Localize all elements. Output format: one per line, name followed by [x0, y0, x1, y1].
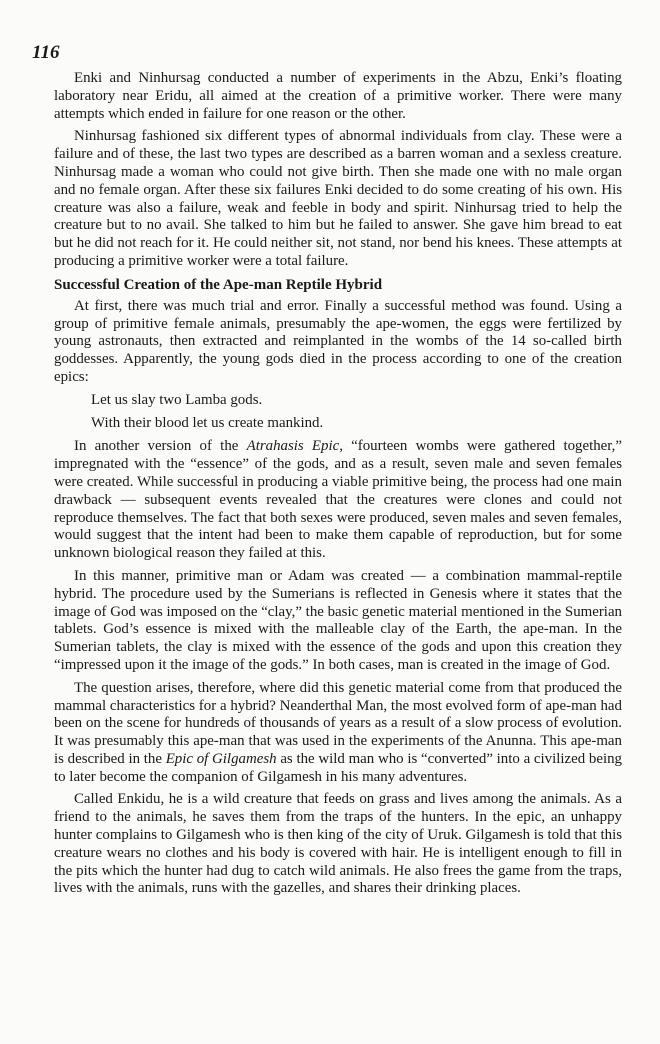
paragraph-7: Called Enkidu, he is a wild creature that feeds on grass and lives among the animals. As a friend to the animals, he saves them from the traps of the hunters. In the epic, an unhappy hunter complains to Gilgamesh who is then king of the city of Uruk. Gilgamesh is told that this creature wears no clothes and his body is covered with hair. He is intelligent enough to fill in the pits which the hunter had dug to catch wild animals. He also frees the game from the traps, lives with the animals, runs with the gazelles, and shares their drinking places.	[54, 791, 622, 897]
paragraph-6-text-a: The question arises, therefore, where did this genetic material come from that produced the mammal characteristics for a hybrid? Neanderthal Man, the most evolved form of ape-man had been on the scene for hundreds of thousands of years as a result of a slow process of evolution. It was presumably this ape-man that was used in the experiments of the Anunna. This ape-man is described in the	[54, 679, 622, 767]
page-body	[54, 70, 622, 903]
section-heading: Successful Creation of the Ape-man Reptile Hybrid	[54, 276, 383, 293]
paragraph-4-text-a: In another version of the	[74, 438, 247, 455]
paragraph-4	[54, 438, 622, 563]
paragraph-6	[54, 680, 622, 787]
paragraph-1: Enki and Ninhursag conducted a number of experiments in the Abzu, Enki’s floating laboratory near Eridu, all aimed at the creation of a primitive worker. There were many attempts which ended in failure for one reason or the other.	[54, 70, 622, 122]
paragraph-4-text-b: , “fourteen wombs were gathered together,” impregnated with the “essence” of the gods, and as a result, seven male and seven females were created. While successful in producing a viable primitive being, the process had one main drawback — subsequent events revealed that the creatures were clones and could not reproduce themselves. The fact that both sexes were produced, seven males and seven females, would suggest that the intent had been to make them capable of reproduction, but for some unknown biological reason they failed at this.	[54, 438, 622, 562]
gilgamesh-epic-title: Epic of Gilgamesh	[165, 750, 277, 767]
verse-quote	[91, 392, 622, 433]
atrahasis-epic-title: Atrahasis Epic	[246, 438, 340, 455]
page-number: 116	[32, 42, 60, 63]
paragraph-6-text-b: as the wild man who is “converted” into a civilized being to later become the companion of Gilgamesh in his many adventures.	[54, 750, 622, 785]
paragraph-3: At first, there was much trial and error. Finally a successful method was found. Using a group of primitive female animals, presumably the ape-women, the eggs were fertilized by young astronauts, then extracted and reimplanted in the wombs of the 14 so-called birth goddesses. Apparently, the young gods died in the process according to one of the creation epics:	[54, 297, 622, 385]
verse-line-1: Let us slay two Lamba gods.	[91, 391, 263, 408]
paragraph-5: In this manner, primitive man or Adam was created — a combination mammal-reptile hybrid. The procedure used by the Sumerians is reflected in Genesis where it states that the image of God was imposed on the “clay,” the basic genetic material mentioned in the Sumerian tablets. God’s essence is mixed with the malleable clay of the Earth, the ape-man. In the Sumerian tablets, the clay is mixed with the essence of the gods and upon this creation they “impressed upon it the image of the gods.” In both cases, man is created in the image of God.	[54, 567, 623, 673]
verse-line-2: With their blood let us create mankind.	[91, 414, 324, 431]
paragraph-2: Ninhursag fashioned six different types of abnormal individuals from clay. These were a failure and of these, the last two types are described as a barren woman and a sexless creature. Ninhursag made a woman who could not give birth. Then she made one with no male organ and no female organ. After these six failures Enki decided to do some creating of his own. His creature was also a failure, weak and feeble in body and spirit. Ninhursag tried to help the creature but to no avail. She talked to him but he failed to answer. She gave him bread to eat but he did not reach for it. He could neither sit, not stand, nor bend his knees. These attempts at producing a primitive worker were a total failure.	[54, 128, 622, 269]
